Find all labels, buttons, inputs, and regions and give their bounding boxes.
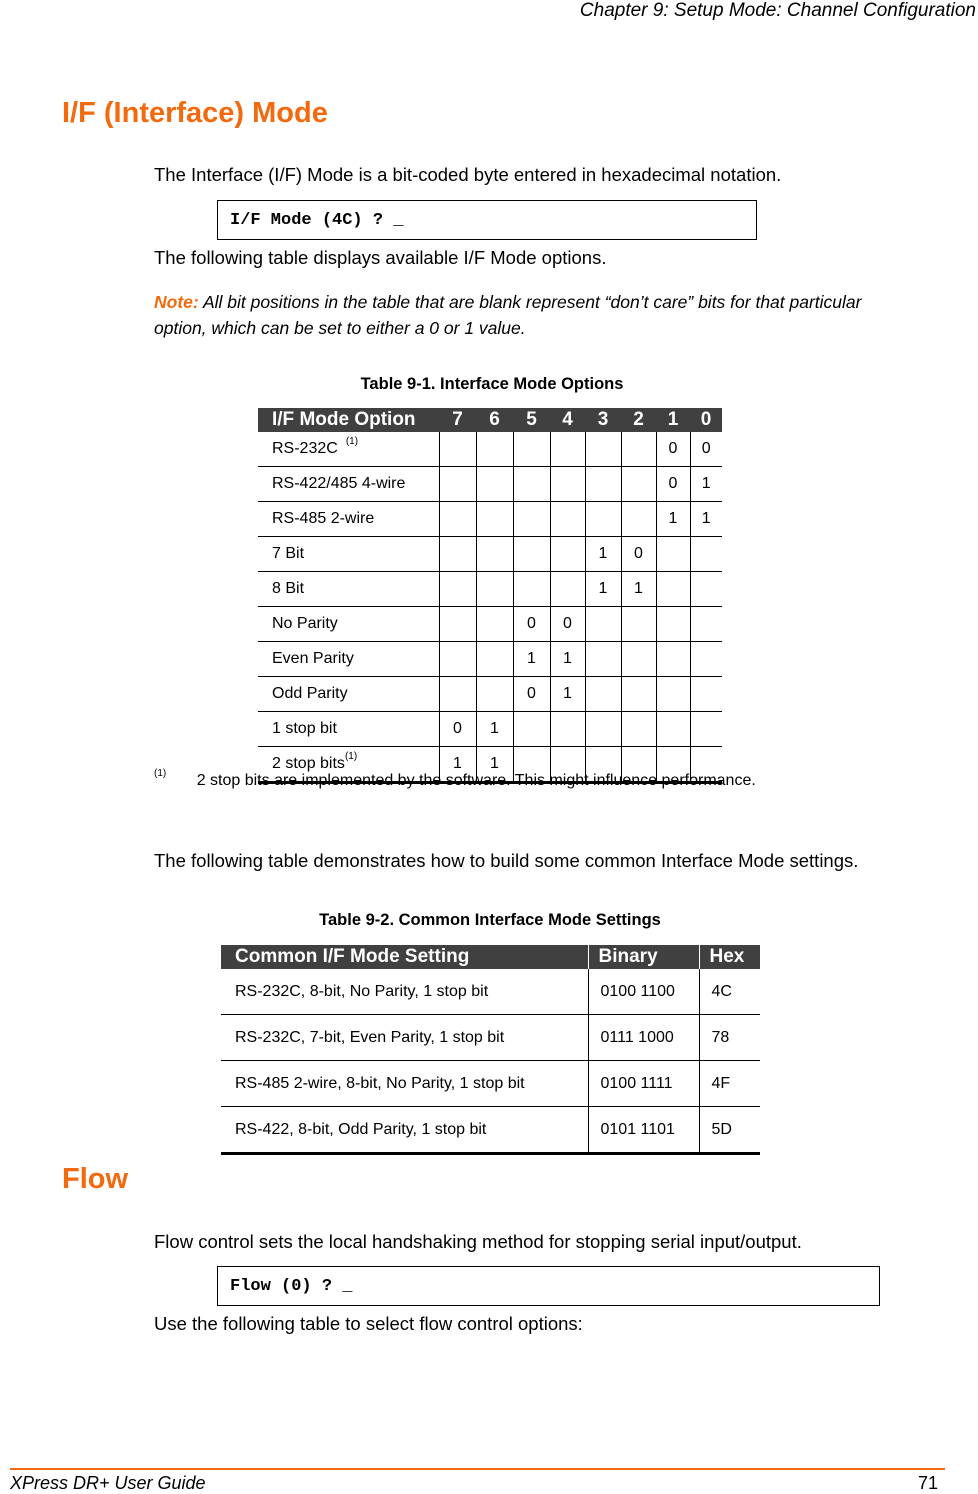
- bit-cell: [439, 432, 476, 467]
- header-cell-bit-2: 2: [621, 408, 656, 432]
- footnote-marker: (1): [154, 768, 167, 779]
- flow-intro: Flow control sets the local handshaking method for stopping serial input/output.: [154, 1231, 802, 1252]
- binary-cell: 0100 1100: [588, 969, 699, 1015]
- bit-cell: [550, 502, 585, 537]
- table-row: [221, 969, 760, 1015]
- footer-divider: [10, 1468, 945, 1470]
- header-cell-bit-3: 3: [585, 408, 621, 432]
- footnote-ref: (1): [345, 436, 359, 447]
- flow-prompt-box: [217, 1266, 880, 1306]
- bit-cell: [476, 572, 513, 607]
- header-cell-setting: Common I/F Mode Setting: [221, 945, 588, 969]
- bit-cell: [585, 712, 621, 747]
- header-cell-bit-4: 4: [550, 408, 585, 432]
- option-cell: [258, 432, 439, 467]
- footer-page-number: 71: [918, 1473, 939, 1493]
- bit-cell: [550, 572, 585, 607]
- bit-cell: [550, 537, 585, 572]
- bit-cell: [621, 502, 656, 537]
- bit-cell: 1: [690, 502, 722, 537]
- bit-cell: [476, 432, 513, 467]
- if-mode-prompt-box: [217, 200, 757, 240]
- bit-cell: [585, 677, 621, 712]
- bit-cell: [621, 642, 656, 677]
- bit-cell: 1: [656, 502, 690, 537]
- bit-cell: [690, 607, 722, 642]
- footer-guide-title: XPress DR+ User Guide: [10, 1473, 206, 1493]
- note: [154, 289, 884, 341]
- header-cell-binary: Binary: [588, 945, 699, 969]
- if-table-intro: The following table displays available I/F Mode options.: [154, 247, 607, 268]
- table-row: [258, 432, 722, 467]
- bit-cell: [585, 607, 621, 642]
- bit-cell: [585, 642, 621, 677]
- binary-cell: 0100 1111: [588, 1061, 699, 1107]
- option-label: RS-485 2-wire: [272, 510, 375, 527]
- bit-cell: [690, 572, 722, 607]
- option-cell: [258, 677, 439, 712]
- table-row: [221, 1107, 760, 1154]
- bit-cell: [513, 712, 550, 747]
- header-cell-option: I/F Mode Option: [258, 408, 439, 432]
- table-row: [258, 712, 722, 747]
- bit-cell: [513, 502, 550, 537]
- bit-cell: [656, 537, 690, 572]
- bit-cell: [476, 642, 513, 677]
- common-settings-intro: The following table demonstrates how to build some common Interface Mode settings.: [154, 850, 859, 871]
- option-cell: [258, 607, 439, 642]
- table-row: [221, 1061, 760, 1107]
- footnote: [154, 768, 756, 790]
- bit-cell: 1: [550, 677, 585, 712]
- bit-cell: [690, 712, 722, 747]
- bit-cell: [690, 642, 722, 677]
- footnote-text: 2 stop bits are implemented by the software. This might influence performance.: [196, 772, 756, 789]
- binary-cell: 0101 1101: [588, 1107, 699, 1154]
- option-label: 1 stop bit: [272, 720, 337, 737]
- bit-cell: 0: [550, 607, 585, 642]
- bit-cell: [690, 677, 722, 712]
- option-label: 8 Bit: [272, 580, 305, 597]
- bit-cell: [621, 712, 656, 747]
- header-cell-bit-1: 1: [656, 408, 690, 432]
- bit-cell: [656, 677, 690, 712]
- setting-cell: RS-232C, 7-bit, Even Parity, 1 stop bit: [221, 1015, 588, 1061]
- bit-cell: 1: [690, 467, 722, 502]
- setting-cell: RS-232C, 8-bit, No Parity, 1 stop bit: [221, 969, 588, 1015]
- interface-mode-options-table: [258, 408, 722, 784]
- common-interface-settings-table: [221, 945, 760, 1155]
- bit-cell: [585, 432, 621, 467]
- header-cell-bit-5: 5: [513, 408, 550, 432]
- option-label: 7 Bit: [272, 545, 305, 562]
- flow-prompt-text: Flow (0) ? _: [230, 1276, 353, 1296]
- bit-cell: 1: [439, 747, 476, 783]
- bit-cell: 1: [585, 572, 621, 607]
- option-label: Even Parity: [272, 650, 354, 667]
- bit-cell: [513, 432, 550, 467]
- bit-cell: [656, 642, 690, 677]
- if-mode-heading: I/F (Interface) Mode: [62, 97, 328, 129]
- table-header-row: [221, 945, 760, 969]
- header-cell-bit-7: 7: [439, 408, 476, 432]
- bit-cell: [439, 537, 476, 572]
- option-cell: [258, 572, 439, 607]
- header-cell-bit-6: 6: [476, 408, 513, 432]
- bit-cell: [439, 677, 476, 712]
- binary-cell: 0111 1000: [588, 1015, 699, 1061]
- bit-cell: [439, 467, 476, 502]
- bit-cell: [690, 537, 722, 572]
- bit-cell: [476, 467, 513, 502]
- bit-cell: 0: [621, 537, 656, 572]
- option-label: 2 stop bits: [272, 755, 345, 772]
- table-row: [258, 607, 722, 642]
- bit-cell: [656, 572, 690, 607]
- flow-heading: Flow: [62, 1163, 129, 1195]
- bit-cell: [621, 677, 656, 712]
- bit-cell: 1: [621, 572, 656, 607]
- setting-cell: RS-422, 8-bit, Odd Parity, 1 stop bit: [221, 1107, 588, 1154]
- table-row: [221, 1015, 760, 1061]
- option-label: RS-422/485 4-wire: [272, 475, 406, 492]
- table-row: [258, 537, 722, 572]
- bit-cell: 0: [513, 677, 550, 712]
- bit-cell: 1: [550, 642, 585, 677]
- bit-cell: [439, 572, 476, 607]
- flow-table-intro: Use the following table to select flow control options:: [154, 1313, 583, 1334]
- bit-cell: 0: [690, 432, 722, 467]
- table-header-row: [258, 408, 722, 432]
- bit-cell: [621, 432, 656, 467]
- hex-cell: 4C: [699, 969, 760, 1015]
- table-row: [258, 502, 722, 537]
- note-text: All bit positions in the table that are blank represent “don’t care” bits for that particular option, which can be set to either a 0 or 1 value.: [154, 292, 862, 338]
- bit-cell: [550, 467, 585, 502]
- chapter-header: Chapter 9: Setup Mode: Channel Configuration: [579, 0, 976, 21]
- bit-cell: [621, 607, 656, 642]
- if-mode-intro: The Interface (I/F) Mode is a bit-coded byte entered in hexadecimal notation.: [154, 164, 782, 185]
- option-cell: [258, 712, 439, 747]
- option-label: RS-232C: [272, 440, 338, 457]
- bit-cell: [585, 467, 621, 502]
- hex-cell: 78: [699, 1015, 760, 1061]
- hex-cell: 5D: [699, 1107, 760, 1154]
- bit-cell: [476, 502, 513, 537]
- common-table-caption: Table 9-2. Common Interface Mode Settings: [319, 911, 661, 929]
- bit-cell: [656, 712, 690, 747]
- bit-cell: [621, 467, 656, 502]
- bit-cell: [550, 712, 585, 747]
- table-row: [258, 642, 722, 677]
- bit-cell: 1: [476, 747, 513, 783]
- bit-cell: [476, 537, 513, 572]
- table-row: [258, 677, 722, 712]
- note-label: Note:: [154, 292, 199, 312]
- bit-cell: [550, 432, 585, 467]
- bit-cell: 0: [439, 712, 476, 747]
- bit-cell: 0: [656, 432, 690, 467]
- bit-cell: [439, 607, 476, 642]
- footnote-ref: (1): [344, 751, 358, 762]
- option-label: Odd Parity: [272, 685, 348, 702]
- if-table-caption: Table 9-1. Interface Mode Options: [360, 375, 624, 393]
- bit-cell: [513, 537, 550, 572]
- bit-cell: [439, 642, 476, 677]
- setting-cell: RS-485 2-wire, 8-bit, No Parity, 1 stop bit: [221, 1061, 588, 1107]
- bit-cell: [476, 607, 513, 642]
- bit-cell: [513, 467, 550, 502]
- table-row: [258, 467, 722, 502]
- option-cell: [258, 642, 439, 677]
- option-cell: [258, 467, 439, 502]
- bit-cell: 1: [476, 712, 513, 747]
- option-cell: [258, 502, 439, 537]
- if-mode-prompt-text: I/F Mode (4C) ? _: [230, 210, 404, 230]
- bit-cell: 1: [513, 642, 550, 677]
- bit-cell: [656, 607, 690, 642]
- bit-cell: [585, 502, 621, 537]
- hex-cell: 4F: [699, 1061, 760, 1107]
- bit-cell: [513, 572, 550, 607]
- bit-cell: [476, 677, 513, 712]
- option-label: No Parity: [272, 615, 338, 632]
- table-row: [258, 572, 722, 607]
- header-cell-bit-0: 0: [690, 408, 722, 432]
- bit-cell: 1: [585, 537, 621, 572]
- bit-cell: 0: [513, 607, 550, 642]
- bit-cell: 0: [656, 467, 690, 502]
- bit-cell: [439, 502, 476, 537]
- option-cell: [258, 537, 439, 572]
- header-cell-hex: Hex: [699, 945, 760, 969]
